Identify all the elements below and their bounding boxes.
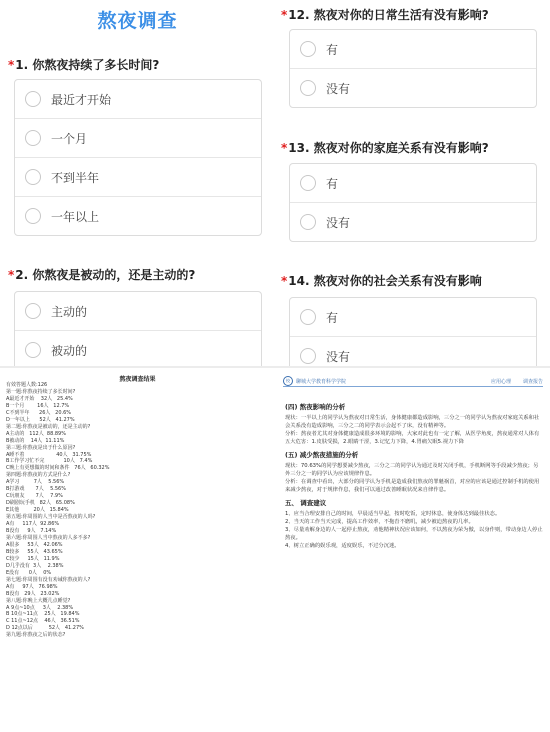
report-paragraph: 现状：一半以上的同学认为熬夜对日常生活，身体健康都造成影响，三分之一的同学认为熬夜对家庭关系和社会关系没有造成影响，三分之二的同学表示会起不了床，没有精神等。 xyxy=(285,415,540,429)
report-document xyxy=(275,368,550,732)
results-lines xyxy=(6,382,268,639)
question-1-options xyxy=(14,79,262,236)
results-line: D几乎没有 3人 2.38% xyxy=(6,562,64,569)
results-line: 第七题:你周围有没有劝诫你熬夜的人? xyxy=(6,576,91,583)
radio-icon[interactable] xyxy=(300,309,316,325)
q12-option-2[interactable]: 没有 xyxy=(290,69,536,107)
results-line: C不到半年 26人 20.6% xyxy=(6,409,72,416)
university-logo-icon: 校 xyxy=(283,376,293,386)
results-title: 熬夜调查结果 xyxy=(119,376,156,383)
results-line: B较多 55人 43.65% xyxy=(6,548,63,555)
report-paragraph: 现状：70.63%的同学想要减少熬夜，三分之二的同学认为通过及时关闭手机，手机断网等手段减少熬夜；另外三分之一的同学认为应该规律作息。 xyxy=(285,463,539,477)
results-line: A睡不着 40人 31.75% xyxy=(6,451,92,458)
results-line: A学习 7人 5.56% xyxy=(6,479,65,486)
report-header xyxy=(283,376,543,387)
q14-option-2[interactable]: 没有 xyxy=(290,337,536,368)
radio-icon[interactable] xyxy=(25,169,41,185)
question-13-options xyxy=(289,163,537,242)
results-line: 第四题:你熬夜的方式是什么? xyxy=(6,472,71,479)
question-13: *13. 熬夜对你的家庭关系有没有影响? xyxy=(281,141,489,155)
q12-option-1[interactable]: 有 xyxy=(290,30,536,69)
survey-left-panel xyxy=(0,0,275,368)
results-line: C晚上有更想做的时间和条件 76人 60.32% xyxy=(6,465,110,472)
results-line: 第八题:你晚上大概几点睡觉? xyxy=(6,597,71,604)
question-14-options xyxy=(289,297,537,368)
results-line: 第一题:你熬夜持续了多长时间? xyxy=(6,388,76,395)
results-line: 有效答题人数:126 xyxy=(6,382,48,388)
results-line: B没有 29人 23.02% xyxy=(6,590,60,597)
question-14: *14. 熬夜对你的社会关系有没有影响 xyxy=(281,274,482,288)
report-paragraph: 分析：在调查中看出，大部分的同学认为手机是造成我们熬夜的罪魁祸首，对应的应该是通过控制手机的使用来减少熬夜，对于规律作息，我们可以通过改善睡眠状况来自律作息。 xyxy=(285,479,540,493)
q1-option-3[interactable]: 不到半年 xyxy=(15,158,261,197)
q1-option-2[interactable]: 一个月 xyxy=(15,119,261,158)
survey-title: 熬夜调查 xyxy=(97,10,178,32)
q13-option-1[interactable]: 有 xyxy=(290,164,536,203)
radio-icon[interactable] xyxy=(25,130,41,146)
results-line: 第五题:你周围的人当中是否熬夜的人吗? xyxy=(6,514,96,521)
q2-option-2[interactable]: 被动的 xyxy=(15,331,261,368)
results-line: 第六题:你周围人当中熬夜的人多不多? xyxy=(6,534,91,541)
radio-icon[interactable] xyxy=(25,91,41,107)
results-line: B 10点~11点 25人 19.84% xyxy=(6,611,80,618)
radio-icon[interactable] xyxy=(25,303,41,319)
report-section-heading: (五) 减少熬夜措施的分析 xyxy=(285,451,359,459)
question-2: *2. 你熬夜是被动的，还是主动的? xyxy=(8,268,196,282)
q14-option-1[interactable]: 有 xyxy=(290,298,536,337)
question-12-text: 12. 熬夜对你的日常生活有没有影响? xyxy=(288,8,489,22)
report-header-mid: 应用心理 xyxy=(490,378,511,385)
radio-icon[interactable] xyxy=(300,348,316,364)
report-paragraph: 分析：熬夜者尤其对身体健康造成很多环境的影响，大家对此也有一定了解，从医学角度，熬夜通常对人体有五大危害：1.皮肤受损，2.眼睛干涩，3.记忆力下降，4.胃痛欠眠5.视力下降 xyxy=(285,431,540,445)
results-line: 第三题:你熬夜是出于什么原因? xyxy=(6,444,76,451)
radio-icon[interactable] xyxy=(25,208,41,224)
report-header-left: 聊城大学教育科学学院 xyxy=(296,378,347,385)
radio-icon[interactable] xyxy=(300,41,316,57)
results-line: B一个月 16人 12.7% xyxy=(6,402,70,409)
report-body xyxy=(285,398,543,550)
results-line: B被动的 14人 11.11% xyxy=(6,437,65,444)
question-14-text: 14. 熬夜对你的社会关系有没有影响 xyxy=(288,274,482,288)
radio-icon[interactable] xyxy=(300,214,316,230)
report-paragraph: 4、树立正确的娱乐观，适度娱乐，不过分沉迷。 xyxy=(285,543,400,549)
results-line: C玩朋友 7人 7.9% xyxy=(6,493,63,500)
results-line: 第九题:你熬夜之后的状态? xyxy=(6,632,66,639)
results-line: C较少 15人 11.9% xyxy=(6,555,60,562)
results-line: 第二题:你熬夜是被动的，还是主动的? xyxy=(6,423,91,430)
question-12: *12. 熬夜对你的日常生活有没有影响? xyxy=(281,8,489,22)
question-12-options xyxy=(289,29,537,108)
question-1: *1. 你熬夜持续了多长时间? xyxy=(8,58,160,72)
report-paragraph: 2、当天的工作当天完成，提高工作效率，不拖沓不磨叽，减少被迫熬夜的几率。 xyxy=(285,519,474,525)
report-section-heading: 五、 调查建议 xyxy=(285,499,327,507)
radio-icon[interactable] xyxy=(25,342,41,358)
results-line: D一年以上 52人 41.27% xyxy=(6,416,75,423)
question-2-text: 2. 你熬夜是被动的，还是主动的? xyxy=(15,268,196,282)
results-line: C 11点~12点 46人 36.51% xyxy=(6,618,80,625)
survey-right-panel xyxy=(275,0,550,368)
results-sheet xyxy=(0,368,275,732)
question-2-options xyxy=(14,291,262,368)
results-line: A最近才开始 32人 25.4% xyxy=(6,395,73,402)
results-line: A有 97人 76.98% xyxy=(6,583,58,590)
q1-option-1[interactable]: 最近才开始 xyxy=(15,80,261,119)
results-line: D 12点以后 52人 41.27% xyxy=(6,625,84,632)
results-line: E其他 20人 15.84% xyxy=(6,507,69,514)
report-header-right: 调查报告 xyxy=(522,378,543,385)
report-paragraph: 3、尽量劝解身边的人一起停止熬夜，劝他精神状况应该如何，不以熬夜为荣为傲，以身作则，带动身边人停止熬夜。 xyxy=(285,527,543,541)
q1-option-4[interactable]: 一年以上 xyxy=(15,197,261,235)
q13-option-2[interactable]: 没有 xyxy=(290,203,536,241)
results-line: A主动的 112人 88.89% xyxy=(6,430,66,437)
results-line: B没有 9人 7.14% xyxy=(6,528,57,535)
question-13-text: 13. 熬夜对你的家庭关系有没有影响? xyxy=(288,141,489,155)
radio-icon[interactable] xyxy=(300,175,316,191)
q2-option-1[interactable]: 主动的 xyxy=(15,292,261,331)
report-paragraph: 1、应当合理安排自己的时间，早晨适当早起，按时吃饭，定时休息，使身体达到最佳状态。 xyxy=(285,511,501,517)
report-section-heading: (四) 熬夜影响的分析 xyxy=(285,403,346,411)
results-line: B工作学习忙不完 10人 7.4% xyxy=(6,458,93,465)
results-line: E没有 0人 0% xyxy=(6,569,52,576)
question-1-text: 1. 你熬夜持续了多长时间? xyxy=(15,58,160,72)
results-line: A很多 53人 42.06% xyxy=(6,541,63,548)
results-line: A 9点~10点 3人 2.38% xyxy=(6,604,74,611)
results-line: B打游戏 7人 5.56% xyxy=(6,486,66,493)
results-line: A有 117人 92.86% xyxy=(6,521,60,528)
radio-icon[interactable] xyxy=(300,80,316,96)
results-line: D刷剧玩手机 82人 65.08% xyxy=(6,500,75,507)
